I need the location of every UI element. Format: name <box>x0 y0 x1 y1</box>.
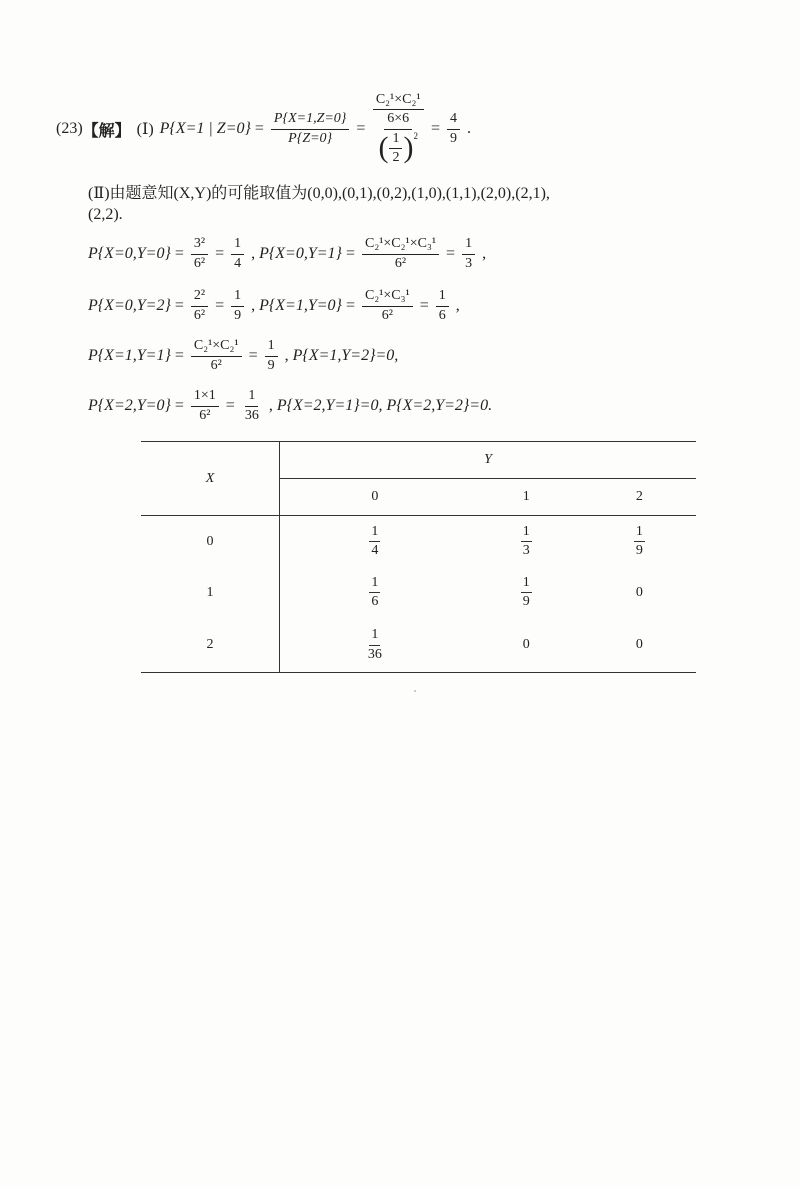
e01-rd: 3 <box>465 255 473 271</box>
eq-row-3: P{X=1,Y=1} = $\frac{\text{C₂¹×C₂¹}}{\text{6²}}$ = $\frac{1}{9}$ , P{X=1,Y=2}=0, <box>88 338 399 373</box>
e00-rn: 1 <box>231 236 244 254</box>
e02-num: 2² <box>191 288 208 306</box>
part1-label: (Ⅰ) <box>136 121 154 138</box>
e12-text: P{X=1,Y=2}=0, <box>292 347 399 364</box>
scan-speck <box>414 690 416 692</box>
e11-lhs: P{X=1,Y=1} <box>88 347 171 364</box>
question-number: (23) <box>56 120 83 137</box>
eq-row-2: P{X=0,Y=2} = $\frac{\text{2²}}{\text{6²}}$ = $\frac{1}{9}$ , P{X=1,Y=0} = $\frac{\text{C₂¹×C₃¹}}{\text{6²}}$ = $\frac{1}{6}$ , <box>88 288 460 323</box>
part1-den: P{Z=0} <box>288 130 333 146</box>
part1-frac-main <box>271 111 349 146</box>
part1-lhs: P{X=1 | Z=0} <box>159 120 251 137</box>
cell-2-2: 0 <box>583 618 696 673</box>
e01-den: 6² <box>394 255 407 271</box>
e00-rd: 4 <box>234 255 242 271</box>
e02-den: 6² <box>193 307 206 323</box>
solution-tag: 【解】 <box>82 122 131 140</box>
e11-rn: 1 <box>265 338 278 356</box>
cell-num: 1 <box>634 524 645 542</box>
table-row <box>141 516 696 568</box>
e01-lhs: P{X=0,Y=1} <box>259 245 342 262</box>
table-col-header: Y <box>280 442 697 479</box>
cell-den: 4 <box>371 543 379 558</box>
e20-rn: 1 <box>245 388 258 406</box>
part1-result-den: 9 <box>449 130 457 146</box>
e11-den: 6² <box>210 357 222 373</box>
e10-rn: 1 <box>436 288 449 306</box>
part1-frac-nested: C₂¹×C₂¹ 6×6 ( $\frac{1}{2}$ ) $^2$ <box>372 92 424 165</box>
cell-den: 36 <box>367 646 382 662</box>
part1-equation: (23) 【解】 (Ⅰ) P{X=1 | Z=0} = $\frac{P\{X=1,Z=0\}}{P\{Z=0\}}$ = C₂¹×C₂¹ 6×6 ( $\frac{1}{2}$ ) $^2$ = $\frac{4}{9}$ . <box>56 92 471 165</box>
table-row-header: X <box>141 442 280 516</box>
table-row <box>141 618 696 673</box>
cell-den: 9 <box>522 594 530 609</box>
e01-num: C₂¹×C₂¹×C₃¹ <box>362 236 439 254</box>
cell-num: 1 <box>369 524 380 542</box>
e11-rd: 9 <box>267 357 275 373</box>
row-label-2: 2 <box>141 618 280 673</box>
half-exp: 2 <box>413 130 418 141</box>
part2-intro-text: (Ⅱ)由题意知(X,Y)的可能取值为(0,0),(0,1),(0,2),(1,0),(1,1),(2,0),(2,1), <box>88 185 550 202</box>
part1-num: P{X=1,Z=0} <box>271 111 349 129</box>
part1-result-num: 4 <box>447 111 460 129</box>
e00-den: 6² <box>193 255 206 271</box>
cell-1-2: 0 <box>635 584 643 600</box>
eq-row-4: P{X=2,Y=0} = $\frac{1\times 1}{\text{6²}}$ = $\frac{1}{36}$ , P{X=2,Y=1}=0, P{X=2,Y=2}=0. <box>88 388 493 423</box>
cell-num: 1 <box>521 524 532 542</box>
cell-0-0 <box>280 516 470 568</box>
part1-result <box>447 111 460 146</box>
cell-num: 1 <box>521 575 532 593</box>
e22-text: P{X=2,Y=2}=0. <box>386 397 493 414</box>
half-num: 1 <box>389 131 402 149</box>
e00-lhs: P{X=0,Y=0} <box>88 245 171 262</box>
cell-2-1: 0 <box>470 618 583 673</box>
cell-0-2 <box>583 516 696 568</box>
cell-den: 9 <box>635 543 643 558</box>
col-label-0: 0 <box>280 479 470 516</box>
e02-rd: 9 <box>234 307 242 323</box>
part2-intro <box>88 180 550 203</box>
cell-den: 3 <box>522 543 530 558</box>
cell-2-0 <box>280 618 470 673</box>
cell-num: 1 <box>369 575 380 593</box>
e20-lhs: P{X=2,Y=0} <box>88 397 171 414</box>
e10-rd: 6 <box>438 307 446 323</box>
cell-num: 1 <box>369 627 380 645</box>
e20-num: 1×1 <box>191 388 219 406</box>
e20-rd: 36 <box>244 407 259 423</box>
cell-1-1 <box>470 567 583 618</box>
cell-den: 6 <box>371 594 379 609</box>
e10-lhs: P{X=1,Y=0} <box>259 297 342 314</box>
e10-den: 6² <box>381 307 393 323</box>
joint-distribution-table <box>141 441 696 673</box>
e01-rn: 1 <box>462 236 475 254</box>
part2-intro-cont <box>88 206 123 224</box>
row-label-1: 1 <box>141 567 280 618</box>
col-label-1: 1 <box>470 479 583 516</box>
part2-intro-cont-text: (2,2). <box>88 206 123 223</box>
e02-lhs: P{X=0,Y=2} <box>88 297 171 314</box>
e11-num: C₂¹×C₂¹ <box>191 338 242 356</box>
row-label-0: 0 <box>141 516 280 568</box>
part1-inner-num: C₂¹×C₂¹ <box>373 92 424 110</box>
e10-num: C₂¹×C₃¹ <box>362 288 413 306</box>
e02-rn: 1 <box>231 288 244 306</box>
cell-1-0 <box>280 567 470 618</box>
half-den: 2 <box>392 149 400 165</box>
table-row <box>141 567 696 618</box>
col-label-2: 2 <box>583 479 696 516</box>
e00-num: 3² <box>191 236 208 254</box>
e21-text: P{X=2,Y=1}=0, <box>276 397 383 414</box>
e20-den: 6² <box>199 407 211 423</box>
part1-inner-den-top: 6×6 <box>384 111 412 129</box>
cell-0-1 <box>470 516 583 568</box>
eq-row-1: P{X=0,Y=0} = $\frac{\text{3²}}{\text{6²}}$ = $\frac{1}{4}$ , P{X=0,Y=1} = $\frac{\text{C₂¹×C₂¹×C₃¹}}{\text{6²}}$ = $\frac{1}{3}$ , <box>88 236 487 271</box>
